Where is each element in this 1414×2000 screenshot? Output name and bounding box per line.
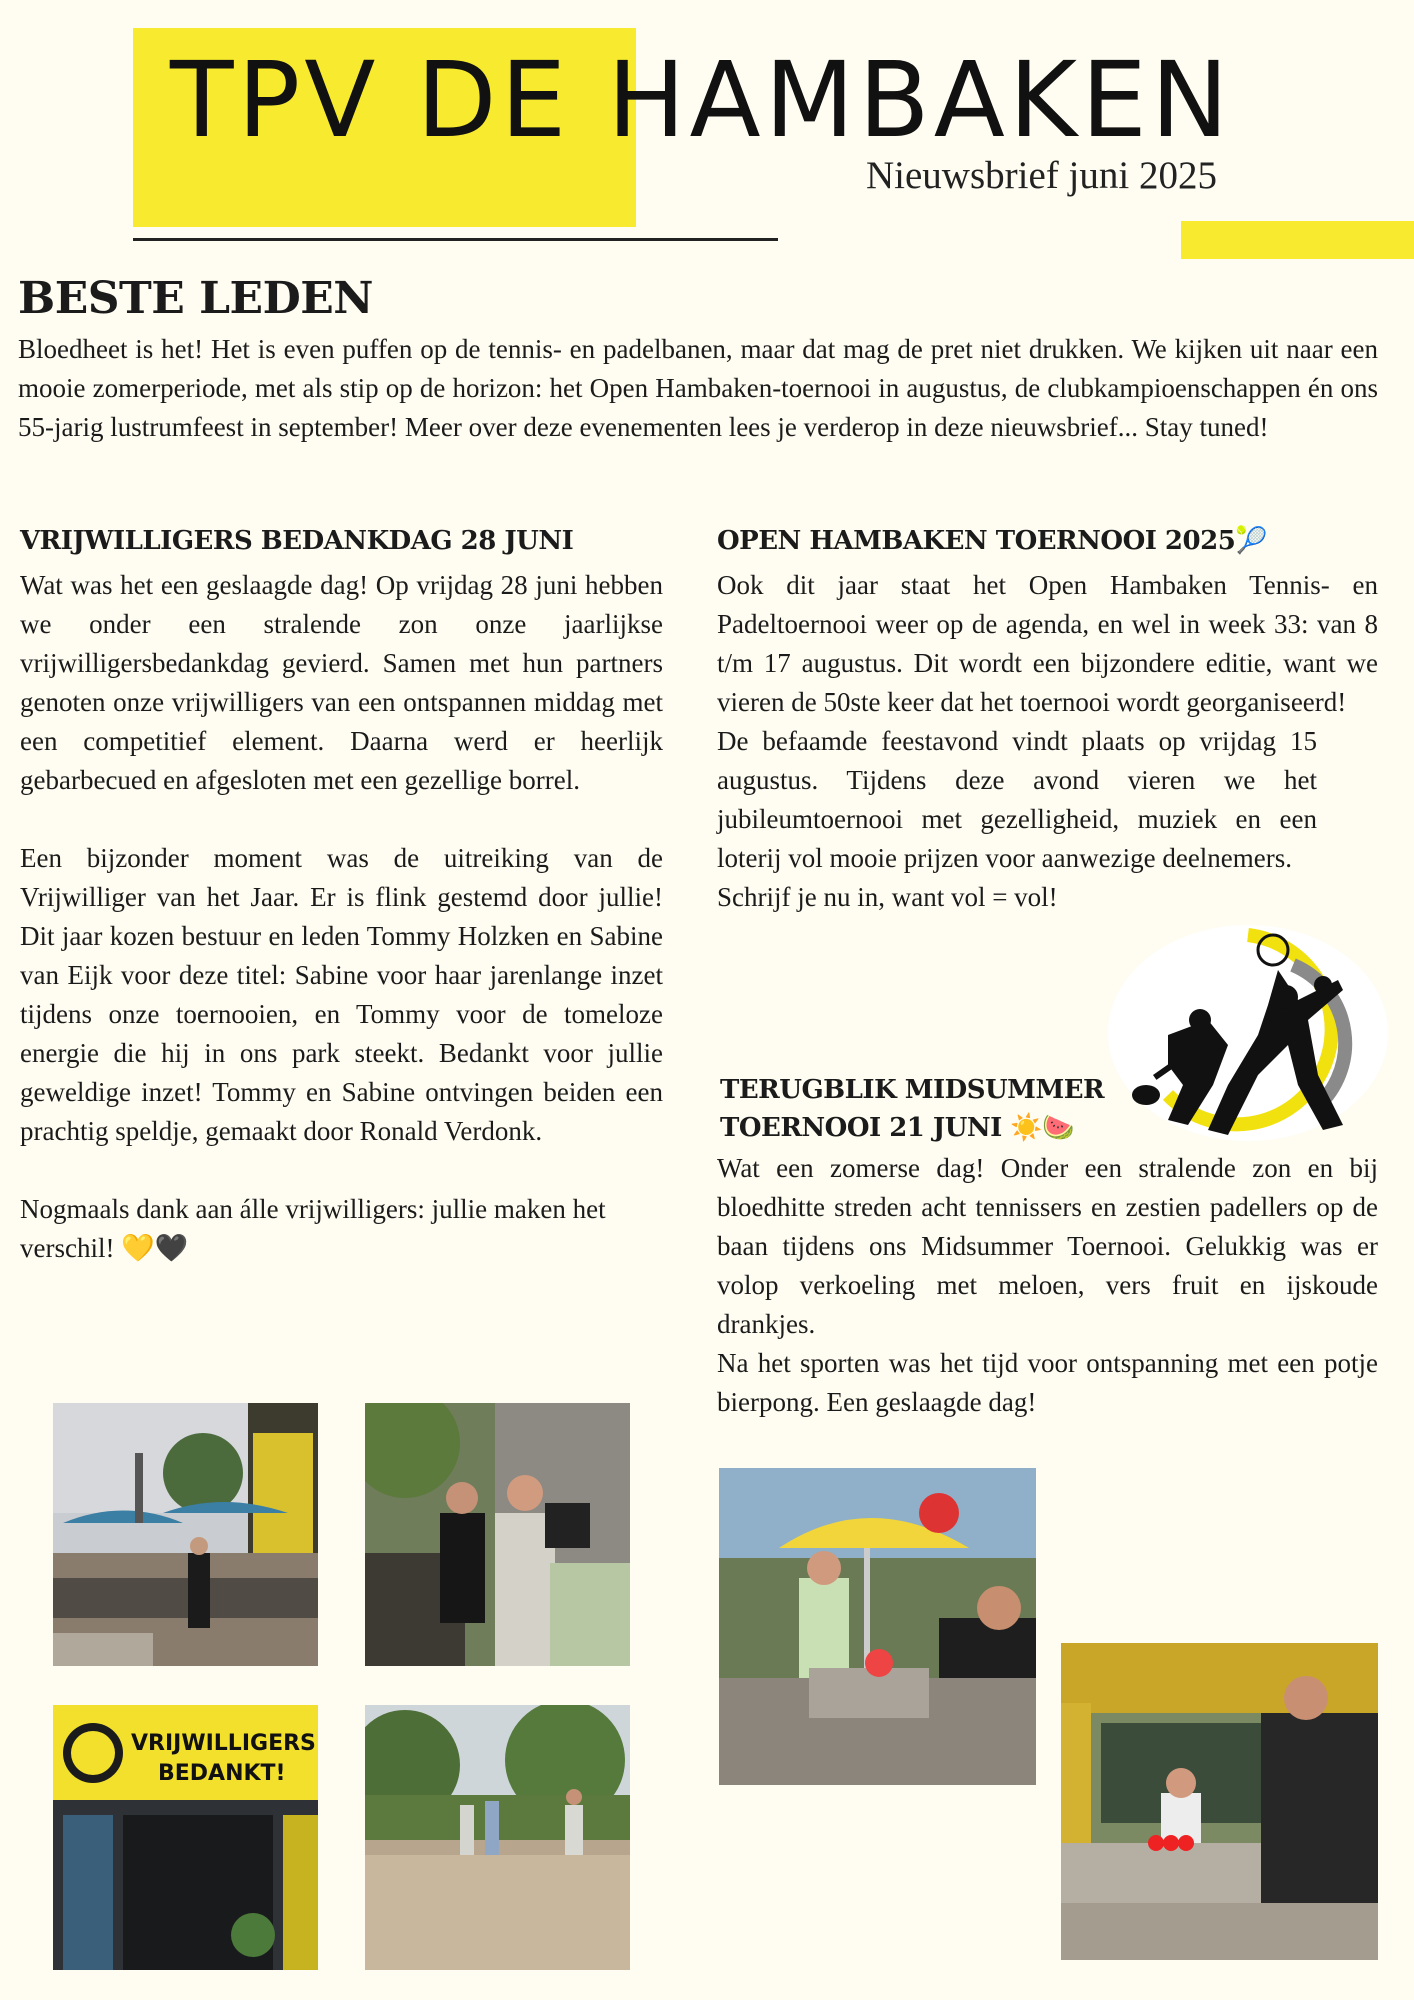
midsummer-section (717, 1071, 1378, 1422)
photo-volunteer-award (365, 1403, 630, 1666)
open-tournament-heading-text: OPEN HAMBAKEN TOERNOOI 2025 (717, 526, 1236, 556)
volunteers-paragraph-3 (20, 1190, 663, 1268)
photo-volunteers-banner (53, 1705, 318, 1970)
midsummer-paragraph-2: Na het sporten was het tijd voor ontspanning met een potje bierpong. Een geslaagde dag! (717, 1348, 1378, 1417)
midsummer-heading-line2-text: TOERNOOI 21 JUNI (720, 1113, 1002, 1143)
header-yellow-bar (1181, 221, 1414, 259)
header-divider (133, 238, 778, 241)
photo-volunteers-terrace (53, 1403, 318, 1666)
midsummer-paragraph-1: Wat een zomerse dag! Onder een stralende zon en bij bloedhitte streden acht tennissers en zestien padellers op de baan tijdens ons Midsummer Toernooi. Gelukkig was er volop verkoeling met meloen, vers fruit en ijskoude drankjes. (717, 1153, 1378, 1339)
midsummer-heading-line1: TERUGBLIK MIDSUMMER (720, 1075, 1105, 1105)
volunteers-heading: VRIJWILLIGERS BEDANKDAG 28 JUNI (20, 526, 574, 556)
open-tournament-paragraph-2: De befaamde feestavond vindt plaats op vrijdag 15 augustus. Tijdens deze avond vieren we het jubileumtoernooi met gezelligheid, muziek en een loterij vol mooie prijzen voor aanwezige deelnemers. (717, 726, 1317, 873)
newsletter-subtitle: Nieuwsbrief juni 2025 (866, 154, 1217, 197)
volunteers-closing-text: Nogmaals dank aan álle vrijwilligers: jullie maken het verschil! (20, 1194, 606, 1263)
banner-text-line1: VRIJWILLIGERS (131, 1731, 316, 1756)
open-tournament-paragraph-1: Ook dit jaar staat het Open Hambaken Tennis- en Padeltoernooi weer op de agenda, en wel in week 33: van 8 t/m 17 augustus. Dit wordt een bijzondere editie, want we vieren de 50ste keer dat het toernooi wordt georganiseerd! (717, 570, 1378, 717)
volunteers-paragraph-1: Wat was het een geslaagde dag! Op vrijdag 28 juni hebben we onder een stralende zon onze jaarlijkse vrijwilligersbedankdag gevierd. Samen met hun partners genoten onze vrijwilligers van een ontspannen middag met een competitief element. Daarna werd er heerlijk gebarbecued en afgesloten met een gezellige borrel. (20, 570, 663, 795)
open-tournament-section (717, 522, 1378, 917)
volunteers-paragraph-2: Een bijzonder moment was de uitreiking van de Vrijwilliger van het Jaar. Er is flink gestemd door jullie! Dit jaar kozen bestuur en leden Tommy Holzken en Sabine van Eijk voor deze titel: Sabine voor haar jarenlange inzet tijdens onze toernooien, en Tommy voor de tomeloze energie die hij in ons park steekt. Bedankt voor jullie geweldige inzet! Tommy en Sabine ontvingen beiden een prachtig speldje, gemaakt door Ronald Verdonk. (20, 843, 663, 1146)
volunteers-section (20, 522, 663, 1268)
intro-heading: BESTE LEDEN (18, 273, 373, 324)
sun-watermelon-icon: ☀️🍉 (1010, 1113, 1075, 1143)
hearts-emoji-icon: 💛🖤 (121, 1233, 189, 1264)
open-tournament-heading (717, 522, 1378, 560)
midsummer-heading-line2 (717, 1109, 1378, 1147)
intro-text: Bloedheet is het! Het is even puffen op de tennis- en padelbanen, maar dat mag de pret niet drukken. We kijken uit naar een mooie zomerperiode, met als stip op de horizon: het Open Hambaken-toernooi in augustus, de clubkampioenschappen én ons 55-jarig lustrumfeest in september! Meer over deze evenementen lees je verderop in deze nieuwsbrief... Stay tuned! (18, 334, 1378, 442)
tennis-ball-icon: 🎾 (1235, 526, 1268, 556)
photo-midsummer-terrace (719, 1468, 1036, 1785)
photo-volunteers-jeu-de-boules (365, 1705, 630, 1970)
page-title: TPV DE HAMBAKEN (170, 39, 1233, 161)
banner-text-line2: BEDANKT! (158, 1761, 286, 1786)
open-tournament-paragraph-3: Schrijf je nu in, want vol = vol! (717, 882, 1058, 912)
photo-midsummer-beerpong (1061, 1643, 1378, 1960)
